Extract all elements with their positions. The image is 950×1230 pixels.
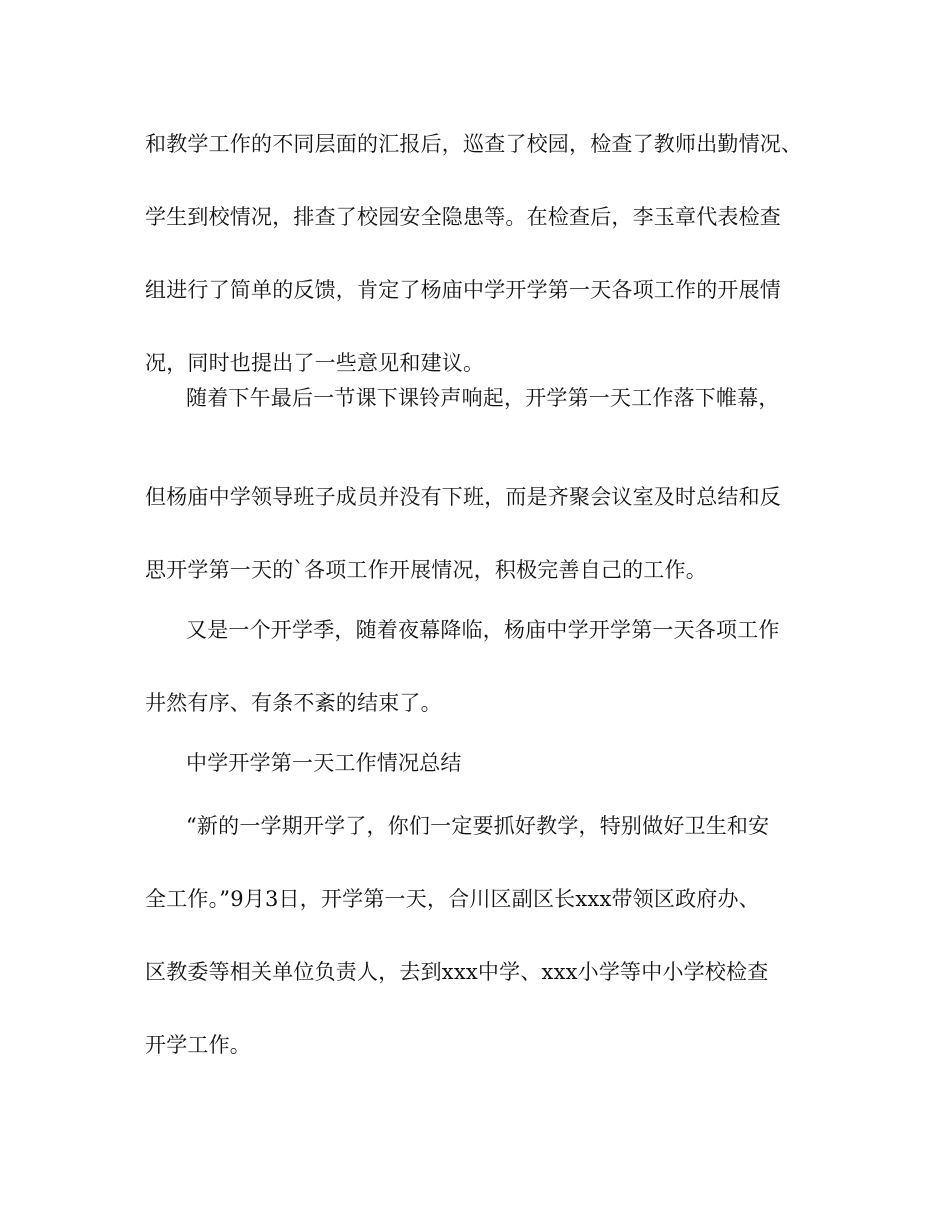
paragraph-line: 又是一个开学季，随着夜幕降临，杨庙中学开学第一天各项工作 [186, 618, 780, 642]
paragraph-line: 组进行了简单的反馈，肯定了杨庙中学开学第一天各项工作的开展情 [145, 278, 781, 302]
paragraph-line: 区教委等相关单位负责人，去到xxx中学、xxx小学等中小学校检查 [145, 960, 769, 984]
paragraph-line: 开学工作。 [145, 1033, 251, 1057]
paragraph-line: 思开学第一天的`各项工作开展情况，积极完善自己的工作。 [145, 558, 707, 582]
paragraph-line: 和教学工作的不同层面的汇报后，巡查了校园，检查了教师出勤情况、 [145, 132, 803, 156]
paragraph-line: 随着下午最后一节课下课铃声响起，开学第一天工作落下帷幕， [186, 386, 780, 410]
paragraph-line: 全工作。”9月3日，开学第一天，合川区副区长xxx带领区政府办、 [145, 887, 760, 911]
paragraph-line: “新的一学期开学了，你们一定要抓好教学，特别做好卫生和安 [186, 814, 770, 838]
paragraph-line: 学生到校情况，排查了校园安全隐患等。在检查后，李玉章代表检查 [145, 205, 781, 229]
paragraph-line: 况，同时也提出了一些意见和建议。 [145, 351, 485, 375]
paragraph-line: 但杨庙中学领导班子成员并没有下班，而是齐聚会议室及时总结和反 [145, 485, 781, 509]
section-heading: 中学开学第一天工作情况总结 [186, 751, 462, 775]
paragraph-line: 井然有序、有条不紊的结束了。 [145, 691, 442, 715]
